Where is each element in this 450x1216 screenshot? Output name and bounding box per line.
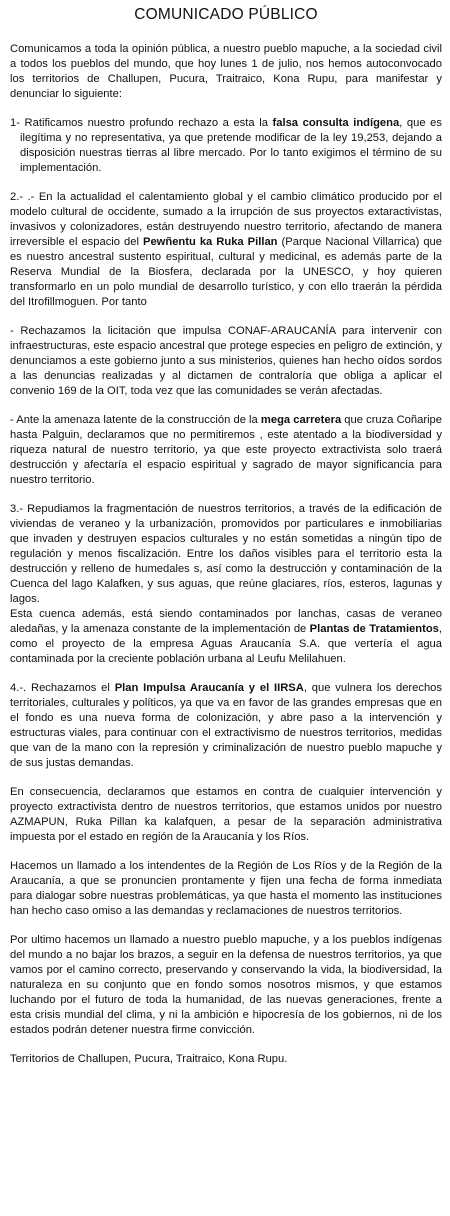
licitacion-text: - Rechazamos la licitación que impulsa CONAF-ARAUCANÍA para intervenir con infraestructuras, este espacio ancestral que protege especies en peligro de extinción, y denunciamos a este gobierno junto a sus ministerios, quienes han hecho oídos sordos a las denuncias realizadas y al dictamen de contraloría que obliga a aplicar el convenio 169 de la OIT, toda vez que las comunidades se verán afectadas. bbox=[10, 325, 442, 397]
cuenca-text-a: Esta cuenca además, está siendo contaminados por lanchas, casas de veraneo aledañas, y la amenaza constante de la implementación de bbox=[10, 608, 442, 635]
point-1-paragraph bbox=[10, 116, 442, 176]
cuenca-text-c: , como el proyecto de la empresa Aguas Araucanía S.A. que vertería el agua contaminada por la creciente población urbana al Leufu Melilahuen. bbox=[10, 623, 442, 665]
document-title: COMUNICADO PÚBLICO bbox=[134, 6, 318, 23]
point-4-text-a: 4.-. Rechazamos el bbox=[10, 682, 115, 694]
point-2-paragraph bbox=[10, 190, 442, 310]
point-2-bold: Pewñentu ka Ruka Pillan bbox=[142, 236, 278, 248]
licitacion-paragraph bbox=[10, 324, 442, 399]
point-4-text-c: , que vulnera los derechos territoriales, culturales y políticos, ya que va en favor de las grandes empresas que en el fondo es una nueva forma de colonización, y abre paso a la intervención y estructuras viales, para continuar con el extractivismo de nuestros territorios, medidas que van de la mano con la represión y criminalización de nuestro pueblo mapuche y de sus justas demandas. bbox=[10, 682, 442, 769]
llamado-paragraph bbox=[10, 859, 442, 919]
cuenca-bold: Plantas de Tratamientos bbox=[309, 623, 439, 635]
point-4-bold: Plan Impulsa Araucanía y el IIRSA bbox=[114, 682, 304, 694]
point-3-paragraph bbox=[10, 502, 442, 607]
point-3-text: 3.- Repudiamos la fragmentación de nuestros territorios, a través de la edificación de viviendas de veraneo y la urbanización, promovidos por particulares e inmobiliarias que invaden y destruyen espacios culturales y no están sometidas a ningún tipo de regulación y menos fiscalización. Entre los daños visibles para el territorio esta la destrucción y relleno de humedales s, así como la destrucción y contaminación de la Cuenca del lago Kalafken, y sus aguas, que reúne glaciares, ríos, esteros, lagunas y lagos. bbox=[10, 503, 442, 605]
point-1-text-c: , que es ilegítima y no representativa, ya que pretende modificar de la ley 19,253, dejando a disposición nuestras tierras al libre mercado. Por lo tanto exigimos el término de su implementación. bbox=[20, 117, 442, 174]
carretera-text-a: - Ante la amenaza latente de la construcción de la bbox=[10, 414, 261, 426]
point-2-text-c: (Parque Nacional Villarrica) que es nuestro ancestral sustento espiritual, cultural y medicinal, es además parte de la Reserva Mundial de la Biosfera, declarada por la UNESCO, y hoy quieren transformarlo en un polo mundial de desarrollo turístico, y con ello traerán la pérdida del Itrofillmoguen. Por tanto bbox=[10, 236, 442, 308]
ultimo-text: Por ultimo hacemos un llamado a nuestro pueblo mapuche, y a los pueblos indígenas del mundo a no bajar los brazos, a seguir en la defensa de nuestros territorios, ya que vamos por el camino correcto, preservando y conservando la vida, la biodiversidad, la naturaleza en su conjunto que en fondo somos nosotros mismos, y que estamos luchando por el futuro de toda la humanidad, de las nuevas generaciones, frente a esta crisis mundial del clima, y ni la ambición e hipocresía de los gobiernos, ni de los estados podrán detener nuestra firme convicción. bbox=[10, 934, 442, 1036]
intro-paragraph: Comunicamos a toda la opinión pública, a nuestro pueblo mapuche, a la sociedad civil a todos los pueblos del mundo, que hoy lunes 1 de julio, nos hemos autoconvocado los territorios de Challupen, Pucura, Traitraico, Kona Rupu, para manifestar y denunciar lo siguiente: bbox=[10, 43, 442, 100]
carretera-bold: mega carretera bbox=[260, 414, 342, 426]
point-2-text-a: 2.- .- En la actualidad el calentamiento global y el cambio climático producido por el modelo cultural de occidente, sumado a la irrupción de sus proyectos extaractivistas, invasivos y colonizadores, están destruyendo nuestro territorio, afectando de manera irreversible el espacio del bbox=[10, 191, 442, 248]
consecuencia-paragraph bbox=[10, 785, 442, 845]
point-1-bold: falsa consulta indígena bbox=[272, 117, 400, 129]
point-1-text-a: 1- Ratificamos nuestro profundo rechazo a esta la bbox=[10, 117, 273, 129]
carretera-paragraph bbox=[10, 413, 442, 488]
signature-line: Territorios de Challupen, Pucura, Traitraico, Kona Rupu. bbox=[10, 1053, 288, 1065]
llamado-text: Hacemos un llamado a los intendentes de la Región de Los Ríos y de la Región de la Araucanía, a que se pronuncien prontamente y fijen una fecha de forma inmediata para dialogar sobre nuestras problemáticas, ya que hasta el momento las instituciones han hecho caso omiso a las demandas y reclamaciones de nuestros territorios. bbox=[10, 860, 442, 917]
point-4-paragraph bbox=[10, 681, 442, 771]
consecuencia-text: En consecuencia, declaramos que estamos en contra de cualquier intervención y proyecto extractivista dentro de nuestros territorios, que estamos unidos por nuestro AZMAPUN, Ruka Pillan ka kalafquen, a pesar de la separación administrativa impuesta por el estado en región de la Araucanía y los Ríos. bbox=[10, 786, 442, 843]
ultimo-paragraph bbox=[10, 933, 442, 1038]
cuenca-paragraph bbox=[10, 607, 442, 667]
carretera-text-c: que cruza Coñaripe hasta Palguin, declaramos que no permitiremos , este atentado a la biodiversidad y riqueza natural de nuestro territorio, ya que este proyecto extractivista solo traerá destrucción y afectaría el espacio espiritual y sagrado de mayor significancia para nuestro territorio. bbox=[10, 414, 442, 486]
